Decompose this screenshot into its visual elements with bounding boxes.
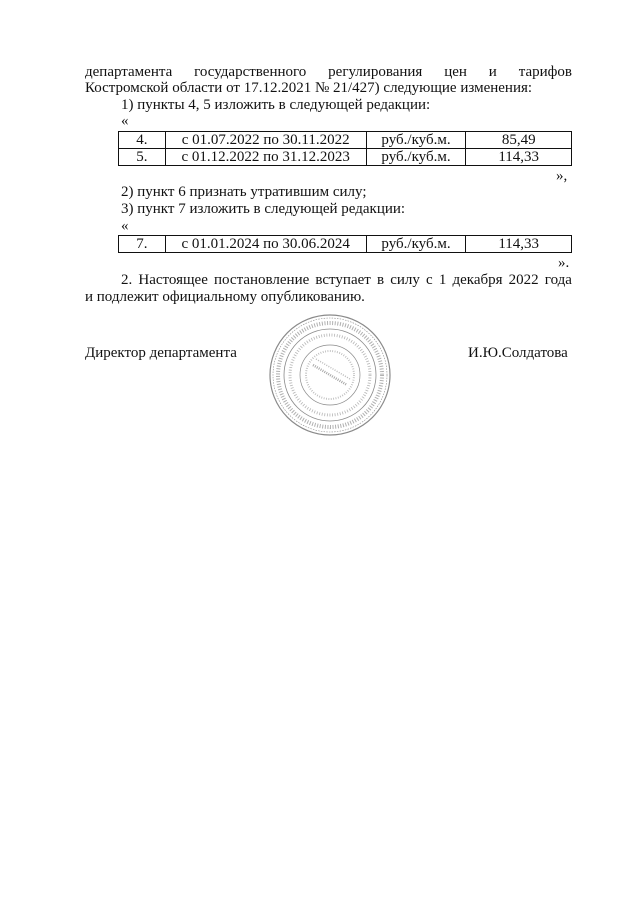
signature-name: И.Ю.Солдатова	[468, 345, 568, 361]
row-unit: руб./куб.м.	[366, 236, 466, 253]
item3-close-quote: ».	[558, 255, 570, 271]
word: постановление	[214, 272, 310, 288]
official-seal-icon	[268, 313, 392, 437]
word: тарифов	[518, 64, 572, 80]
word: с	[426, 272, 433, 288]
word: и	[488, 64, 497, 80]
row-unit: руб./куб.м.	[366, 149, 466, 166]
word: 2022	[508, 272, 539, 288]
table-row	[119, 236, 572, 253]
item1-close-quote: »,	[556, 168, 568, 184]
row-period: с 01.07.2022 по 30.11.2022	[165, 132, 366, 149]
row-period: с 01.01.2024 по 30.06.2024	[165, 236, 366, 253]
row-number: 7.	[119, 236, 166, 253]
item1-heading: 1) пункты 4, 5 изложить в следующей редакции:	[121, 97, 431, 113]
item3-tariff-table	[118, 235, 572, 253]
word: департамента	[85, 64, 173, 80]
intro-line-2: Костромской области от 17.12.2021 № 21/427) следующие изменения:	[85, 80, 533, 96]
word: 2.	[121, 272, 133, 288]
row-value: 85,49	[466, 132, 572, 149]
word: цен	[444, 64, 467, 80]
table-row	[119, 132, 572, 149]
intro-line-1	[85, 64, 572, 81]
word: 1	[438, 272, 447, 288]
row-number: 5.	[119, 149, 166, 166]
row-period: с 01.12.2022 по 31.12.2023	[165, 149, 366, 166]
item3-heading: 3) пункт 7 изложить в следующей редакции:	[121, 201, 406, 217]
word: государственного	[194, 64, 307, 80]
row-value: 114,33	[466, 236, 572, 253]
word: силу	[390, 272, 420, 288]
word: декабря	[452, 272, 503, 288]
signature-position: Директор департамента	[85, 345, 237, 361]
row-unit: руб./куб.м.	[366, 132, 466, 149]
clause2-line-1	[121, 272, 572, 289]
row-value: 114,33	[466, 149, 572, 166]
word: вступает	[315, 272, 371, 288]
item1-tariff-table	[118, 131, 572, 166]
clause2-line-2: и подлежит официальному опубликованию.	[85, 289, 365, 305]
item3-open-quote: «	[121, 218, 129, 234]
row-number: 4.	[119, 132, 166, 149]
table-row	[119, 149, 572, 166]
item1-open-quote: «	[121, 113, 129, 129]
word: в	[376, 272, 385, 288]
word: Настоящее	[138, 272, 208, 288]
word: года	[544, 272, 572, 288]
word: регулирования	[328, 64, 423, 80]
item2-text: 2) пункт 6 признать утратившим силу;	[121, 184, 367, 200]
